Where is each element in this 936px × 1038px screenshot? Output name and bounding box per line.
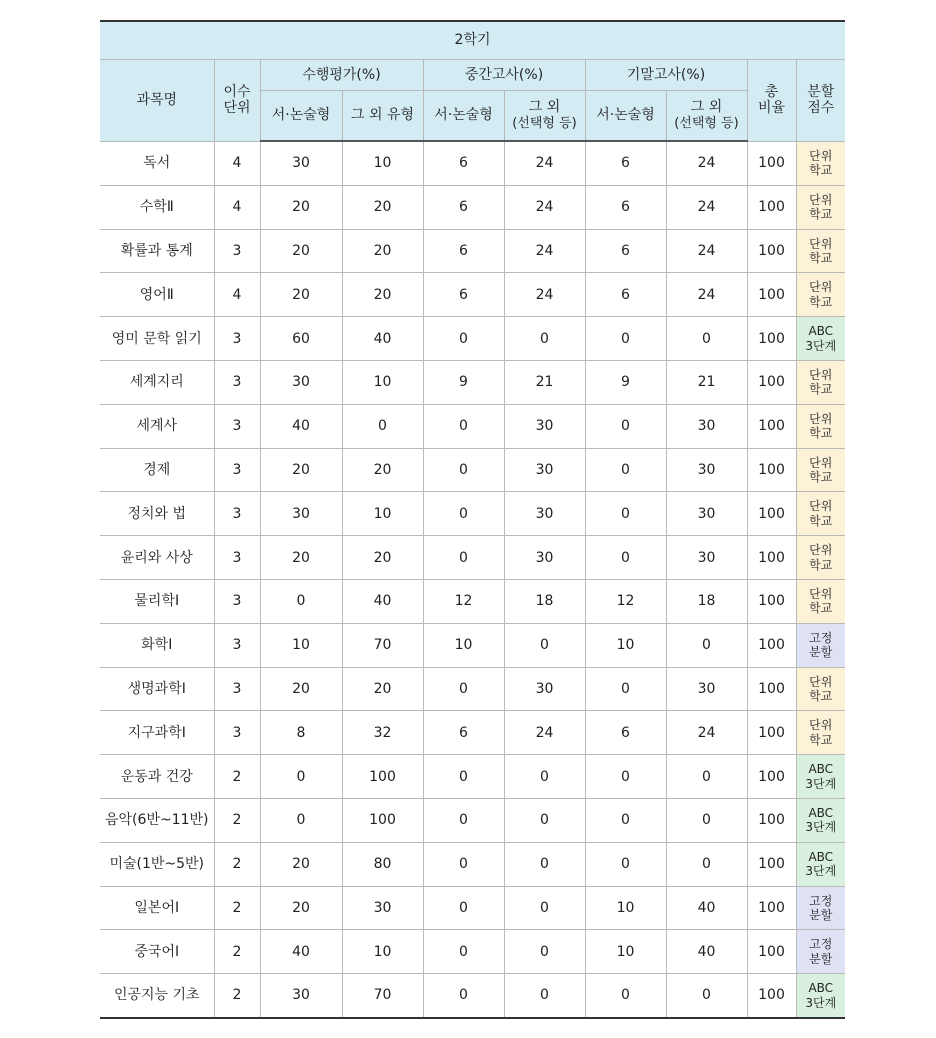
credits-cell: 2 [214,842,260,886]
fin-essay-cell: 0 [585,448,666,492]
split-badge: 단위 학교 [796,711,845,755]
perf-essay-cell: 60 [260,317,342,361]
split-badge: 단위 학교 [796,404,845,448]
mid-other-cell: 24 [504,711,585,755]
fin-other-cell: 24 [666,141,747,185]
fin-essay-cell: 9 [585,360,666,404]
perf-essay-cell: 40 [260,930,342,974]
mid-essay-cell: 0 [423,886,504,930]
total-cell: 100 [747,404,796,448]
subject-cell: 세계지리 [100,360,214,404]
split-badge: 단위 학교 [796,229,845,273]
mid-essay-cell: 0 [423,536,504,580]
table-row [100,141,845,185]
perf-essay-cell: 20 [260,448,342,492]
credits-cell: 3 [214,404,260,448]
split-badge: 단위 학교 [796,273,845,317]
credits-cell: 2 [214,974,260,1018]
perf-essay-cell: 30 [260,141,342,185]
fin-other-cell: 30 [666,492,747,536]
perf-other-cell: 20 [342,667,423,711]
fin-essay-cell: 0 [585,404,666,448]
fin-other-cell: 0 [666,623,747,667]
credits-cell: 3 [214,536,260,580]
table-row [100,798,845,842]
credits-cell: 3 [214,711,260,755]
mid-other-header: 그 외 (선택형 등) [504,91,585,142]
subject-cell: 미술(1반~5반) [100,842,214,886]
total-header: 총 비율 [747,60,796,142]
perf-essay-cell: 8 [260,711,342,755]
mid-essay-cell: 0 [423,317,504,361]
subject-cell: 영어Ⅱ [100,273,214,317]
mid-other-cell: 24 [504,185,585,229]
credits-cell: 3 [214,317,260,361]
total-cell: 100 [747,667,796,711]
subject-cell: 물리학Ⅰ [100,579,214,623]
mid-other-cell: 30 [504,667,585,711]
mid-essay-cell: 0 [423,404,504,448]
total-cell: 100 [747,579,796,623]
perf-other-cell: 70 [342,974,423,1018]
total-cell: 100 [747,360,796,404]
mid-essay-cell: 10 [423,623,504,667]
perf-essay-cell: 0 [260,755,342,799]
subject-header: 과목명 [100,60,214,142]
fin-essay-cell: 6 [585,273,666,317]
fin-other-cell: 24 [666,711,747,755]
subject-cell: 중국어Ⅰ [100,930,214,974]
table-row [100,755,845,799]
perf-other-cell: 40 [342,579,423,623]
split-badge: 단위 학교 [796,536,845,580]
mid-essay-cell: 6 [423,229,504,273]
fin-other-cell: 30 [666,404,747,448]
fin-other-cell: 0 [666,974,747,1018]
fin-essay-cell: 10 [585,886,666,930]
table-row [100,886,845,930]
table-row [100,842,845,886]
fin-other-cell: 24 [666,229,747,273]
total-cell: 100 [747,317,796,361]
subject-cell: 일본어Ⅰ [100,886,214,930]
table-body [100,141,845,1018]
perf-other-cell: 10 [342,141,423,185]
credits-cell: 3 [214,492,260,536]
total-cell: 100 [747,623,796,667]
perf-essay-header: 서·논술형 [260,91,342,142]
mid-essay-cell: 6 [423,711,504,755]
mid-other-cell: 0 [504,317,585,361]
fin-essay-cell: 6 [585,141,666,185]
table-row [100,273,845,317]
split-badge: 고정 분할 [796,886,845,930]
subject-cell: 영미 문학 읽기 [100,317,214,361]
perf-other-cell: 100 [342,755,423,799]
mid-essay-cell: 6 [423,273,504,317]
split-badge: ABC 3단계 [796,798,845,842]
perf-other-cell: 20 [342,229,423,273]
subject-cell: 운동과 건강 [100,755,214,799]
perf-other-cell: 70 [342,623,423,667]
table-row [100,185,845,229]
mid-essay-cell: 0 [423,798,504,842]
table-row [100,317,845,361]
perf-other-cell: 0 [342,404,423,448]
subject-cell: 윤리와 사상 [100,536,214,580]
credits-header: 이수 단위 [214,60,260,142]
fin-other-cell: 40 [666,930,747,974]
fin-other-header: 그 외 (선택형 등) [666,91,747,142]
table-row [100,229,845,273]
perf-other-header: 그 외 유형 [342,91,423,142]
subject-cell: 지구과학Ⅰ [100,711,214,755]
total-cell: 100 [747,755,796,799]
fin-essay-cell: 0 [585,667,666,711]
fin-other-cell: 24 [666,185,747,229]
credits-cell: 3 [214,448,260,492]
perf-essay-cell: 20 [260,185,342,229]
mid-essay-cell: 6 [423,185,504,229]
total-cell: 100 [747,886,796,930]
mid-essay-cell: 0 [423,974,504,1018]
fin-essay-cell: 12 [585,579,666,623]
mid-other-cell: 30 [504,404,585,448]
total-cell: 100 [747,448,796,492]
total-cell: 100 [747,842,796,886]
split-badge: 고정 분할 [796,930,845,974]
grading-table [100,20,845,1019]
fin-other-cell: 18 [666,579,747,623]
split-badge: 단위 학교 [796,141,845,185]
credits-cell: 4 [214,141,260,185]
perf-essay-cell: 10 [260,623,342,667]
mid-other-cell: 18 [504,579,585,623]
table-row [100,360,845,404]
perf-other-cell: 30 [342,886,423,930]
table-row [100,667,845,711]
mid-other-cell: 24 [504,229,585,273]
total-cell: 100 [747,536,796,580]
credits-cell: 4 [214,185,260,229]
mid-essay-cell: 0 [423,667,504,711]
fin-essay-cell: 10 [585,930,666,974]
credits-cell: 2 [214,886,260,930]
split-badge: 단위 학교 [796,448,845,492]
fin-essay-cell: 0 [585,974,666,1018]
table-row [100,930,845,974]
total-cell: 100 [747,798,796,842]
fin-other-cell: 0 [666,317,747,361]
fin-essay-cell: 6 [585,185,666,229]
mid-other-cell: 30 [504,492,585,536]
credits-cell: 2 [214,930,260,974]
table-row [100,711,845,755]
split-badge: 단위 학교 [796,579,845,623]
mid-essay-cell: 9 [423,360,504,404]
subject-cell: 확률과 통계 [100,229,214,273]
total-cell: 100 [747,711,796,755]
fin-other-cell: 0 [666,755,747,799]
split-badge: 단위 학교 [796,492,845,536]
credits-cell: 3 [214,229,260,273]
mid-essay-cell: 6 [423,141,504,185]
credits-cell: 3 [214,623,260,667]
subject-cell: 수학Ⅱ [100,185,214,229]
subject-cell: 인공지능 기초 [100,974,214,1018]
table-row [100,404,845,448]
mid-other-cell: 21 [504,360,585,404]
subject-cell: 경제 [100,448,214,492]
credits-cell: 2 [214,798,260,842]
perf-other-cell: 10 [342,492,423,536]
fin-other-cell: 21 [666,360,747,404]
perf-other-cell: 32 [342,711,423,755]
table-row [100,536,845,580]
credits-cell: 3 [214,579,260,623]
mid-other-cell: 0 [504,798,585,842]
subject-cell: 독서 [100,141,214,185]
perf-essay-cell: 0 [260,798,342,842]
total-cell: 100 [747,273,796,317]
total-cell: 100 [747,185,796,229]
fin-other-cell: 24 [666,273,747,317]
mid-other-cell: 0 [504,886,585,930]
perf-essay-cell: 20 [260,273,342,317]
total-cell: 100 [747,974,796,1018]
fin-other-cell: 30 [666,667,747,711]
mid-essay-cell: 0 [423,842,504,886]
table-row [100,974,845,1018]
table-row [100,448,845,492]
fin-other-cell: 40 [666,886,747,930]
mid-other-cell: 30 [504,536,585,580]
mid-essay-cell: 0 [423,492,504,536]
fin-essay-cell: 6 [585,711,666,755]
subject-cell: 음악(6반~11반) [100,798,214,842]
fin-other-cell: 30 [666,536,747,580]
fin-essay-cell: 0 [585,492,666,536]
credits-cell: 2 [214,755,260,799]
perf-essay-cell: 20 [260,536,342,580]
total-cell: 100 [747,930,796,974]
perf-essay-cell: 20 [260,229,342,273]
split-header: 분할 점수 [796,60,845,142]
mid-other-cell: 0 [504,974,585,1018]
credits-cell: 3 [214,360,260,404]
mid-other-cell: 0 [504,930,585,974]
fin-essay-cell: 6 [585,229,666,273]
perf-other-cell: 20 [342,273,423,317]
fin-essay-cell: 0 [585,798,666,842]
mid-essay-cell: 0 [423,930,504,974]
fin-essay-cell: 0 [585,317,666,361]
semester-title: 2학기 [100,21,845,60]
perf-essay-cell: 40 [260,404,342,448]
mid-other-cell: 24 [504,141,585,185]
split-badge: 단위 학교 [796,360,845,404]
perf-essay-cell: 30 [260,360,342,404]
split-badge: 단위 학교 [796,667,845,711]
subject-cell: 화학Ⅰ [100,623,214,667]
perf-essay-cell: 0 [260,579,342,623]
perf-essay-cell: 20 [260,667,342,711]
fin-other-cell: 0 [666,842,747,886]
table-row [100,579,845,623]
fin-essay-cell: 0 [585,755,666,799]
table-row [100,492,845,536]
split-badge: ABC 3단계 [796,755,845,799]
performance-header: 수행평가(%) [260,60,423,91]
split-badge: ABC 3단계 [796,317,845,361]
perf-other-cell: 80 [342,842,423,886]
final-header: 기말고사(%) [585,60,747,91]
subject-cell: 생명과학Ⅰ [100,667,214,711]
perf-other-cell: 40 [342,317,423,361]
credits-cell: 3 [214,667,260,711]
perf-other-cell: 100 [342,798,423,842]
total-cell: 100 [747,492,796,536]
perf-other-cell: 20 [342,536,423,580]
mid-other-cell: 0 [504,755,585,799]
subject-cell: 세계사 [100,404,214,448]
total-cell: 100 [747,141,796,185]
perf-essay-cell: 30 [260,974,342,1018]
perf-essay-cell: 30 [260,492,342,536]
total-cell: 100 [747,229,796,273]
midterm-header: 중간고사(%) [423,60,585,91]
table-header [100,21,845,141]
table-row [100,623,845,667]
mid-essay-header: 서·논술형 [423,91,504,142]
mid-other-cell: 30 [504,448,585,492]
fin-essay-header: 서·논술형 [585,91,666,142]
mid-essay-cell: 12 [423,579,504,623]
mid-essay-cell: 0 [423,755,504,799]
fin-essay-cell: 10 [585,623,666,667]
split-badge: ABC 3단계 [796,842,845,886]
fin-essay-cell: 0 [585,842,666,886]
fin-essay-cell: 0 [585,536,666,580]
fin-other-cell: 0 [666,798,747,842]
fin-other-cell: 30 [666,448,747,492]
mid-essay-cell: 0 [423,448,504,492]
mid-other-cell: 0 [504,623,585,667]
mid-other-cell: 0 [504,842,585,886]
perf-essay-cell: 20 [260,842,342,886]
perf-other-cell: 20 [342,185,423,229]
mid-other-cell: 24 [504,273,585,317]
perf-other-cell: 20 [342,448,423,492]
perf-other-cell: 10 [342,360,423,404]
credits-cell: 4 [214,273,260,317]
split-badge: 단위 학교 [796,185,845,229]
split-badge: ABC 3단계 [796,974,845,1018]
subject-cell: 정치와 법 [100,492,214,536]
split-badge: 고정 분할 [796,623,845,667]
perf-other-cell: 10 [342,930,423,974]
perf-essay-cell: 20 [260,886,342,930]
